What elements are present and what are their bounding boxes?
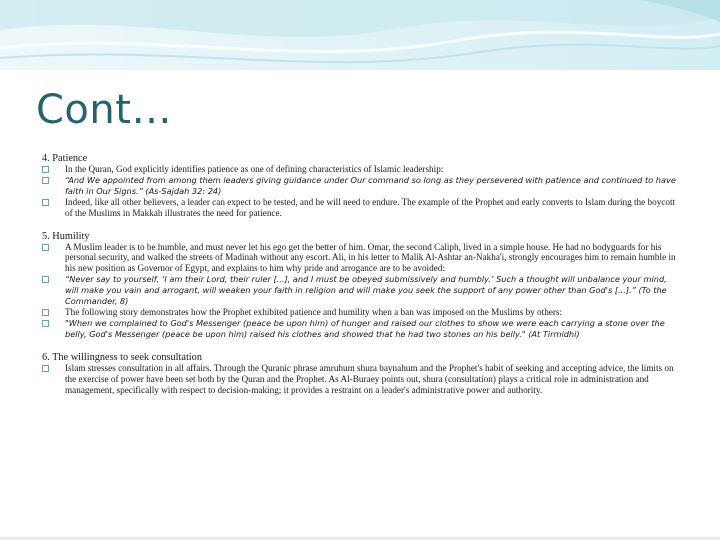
bullet-item: Indeed, like all other believers, a leader can expect to be tested, and he will need to endure. The example of the Prophet and early converts to Islam during the boycott of the Muslims in Makkah illustrates the need for patience.: [42, 197, 678, 219]
bullet-item-quote: “Never say to yourself, ‘I am their Lord, their ruler [...], and I must be obeyed submissively and humbly.’ Such a thought will unbalance your mind, will make you vain and arrogant, will weaken your faith in religion and will make you seek the support of any power other than God's [...].” (To the Commander, 8): [42, 274, 678, 307]
square-bullet-icon: [42, 365, 49, 372]
section-humility: [42, 231, 678, 340]
square-bullet-icon: [42, 199, 49, 206]
bullet-item-quote: "When we complained to God's Messenger (peace be upon him) of hunger and raised our clothes to show we were each carrying a stone over the belly, God's Messenger (peace be upon him) raised his clothes and showed that he had two stones on his belly." (At Tirmidhi): [42, 318, 678, 340]
section-heading: 4. Patience: [42, 153, 88, 164]
bullet-item: A Muslim leader is to be humble, and must never let his ego get the better of him. Omar, the second Caliph, lived in a simple house. He had no bodyguards for his personal security, and walked the streets of Madinah without any escort. Ali, in his letter to Malik Al-Ashtar an-Nakha'i, strongly encourages him to remain humble in his new position as Governor of Egypt, and explains to him why pride and arrogance are to be avoided:: [42, 242, 678, 275]
square-bullet-icon: [42, 309, 49, 316]
bullet-item: The following story demonstrates how the Prophet exhibited patience and humility when a ban was imposed on the Muslims by others:: [42, 307, 678, 318]
square-bullet-icon: [42, 166, 49, 173]
bullet-item: In the Quran, God explicitly identifies patience as one of defining characteristics of Islamic leadership:: [42, 164, 678, 175]
slide-title: Cont…: [36, 87, 172, 133]
section-heading: 5. Humility: [42, 230, 90, 242]
slide-body: [42, 153, 678, 403]
header-banner-decoration: [0, 0, 720, 70]
section-patience: [42, 153, 678, 219]
square-bullet-icon: [42, 276, 49, 283]
section-consultation: [42, 352, 678, 396]
bullet-item-quote: “And We appointed from among them leaders giving guidance under Our command so long as they persevered with patience and continued to have faith in Our Signs.” (As-Sajdah 32: 24): [42, 175, 678, 197]
bullet-item: Islam stresses consultation in all affairs. Through the Quranic phrase amruhum shura baynahum and the Prophet's habit of seeking and accepting advice, the limits on the exercise of power have been set both by the Quran and the Prophet. As Al-Buraey points out, shura (consultation) plays a critical role in administration and management, specifically with respect to decision-making; it provides a restraint on a leader's administrative power and authority.: [42, 363, 678, 396]
section-heading: 6. The willingness to seek consultation: [42, 351, 202, 363]
square-bullet-icon: [42, 177, 49, 184]
square-bullet-icon: [42, 244, 49, 251]
square-bullet-icon: [42, 320, 49, 327]
